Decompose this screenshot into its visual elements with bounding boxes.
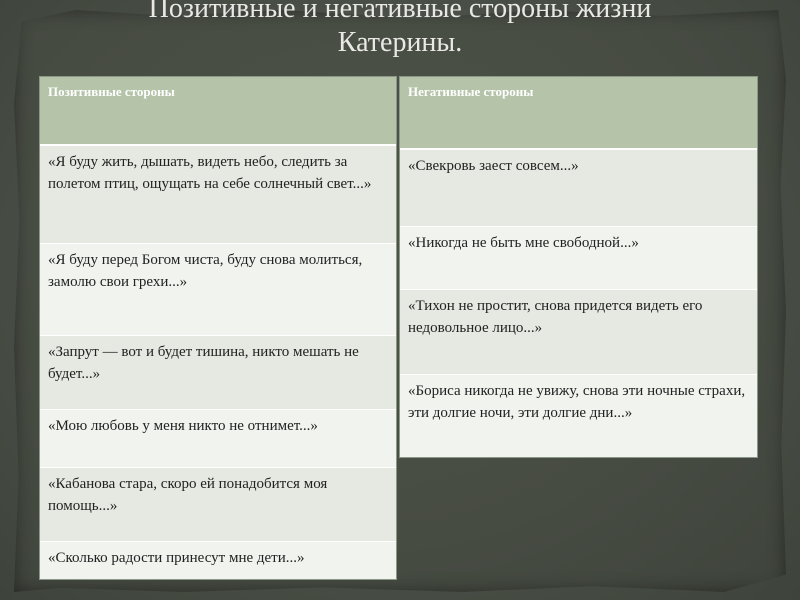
positive-row-3: «Запрут — вот и будет тишина, никто мешать не будет...» [40,335,396,409]
slide-title-line-1: Позитивные и негативные стороны жизни [148,0,652,24]
negative-row-4: «Бориса никогда не увижу, снова эти ночные страхи, эти долгие ночи, эти долгие дни...» [400,374,757,457]
negative-sides-header: Негативные стороны [400,77,757,149]
slide-title-line-2: Катерины. [337,27,463,58]
positive-row-2: «Я буду перед Богом чиста, буду снова молиться, замолю свои грехи...» [40,243,396,335]
negative-sides-table [399,76,758,458]
positive-row-4: «Мою любовь у меня никто не отнимет...» [40,409,396,467]
slide-title [0,0,800,60]
negative-row-2: «Никогда не быть мне свободной...» [400,226,757,289]
positive-row-1: «Я буду жить, дышать, видеть небо, следить за полетом птиц, ощущать на себе солнечный свет...» [40,145,396,243]
negative-row-1: «Свекровь заест совсем...» [400,149,757,226]
negative-row-3: «Тихон не простит, снова придется видеть его недовольное лицо...» [400,289,757,374]
positive-row-6: «Сколько радости принесут мне дети...» [40,541,396,579]
positive-sides-header: Позитивные стороны [40,77,396,145]
positive-row-5: «Кабанова стара, скоро ей понадобится моя помощь...» [40,467,396,541]
positive-sides-table [39,76,397,580]
